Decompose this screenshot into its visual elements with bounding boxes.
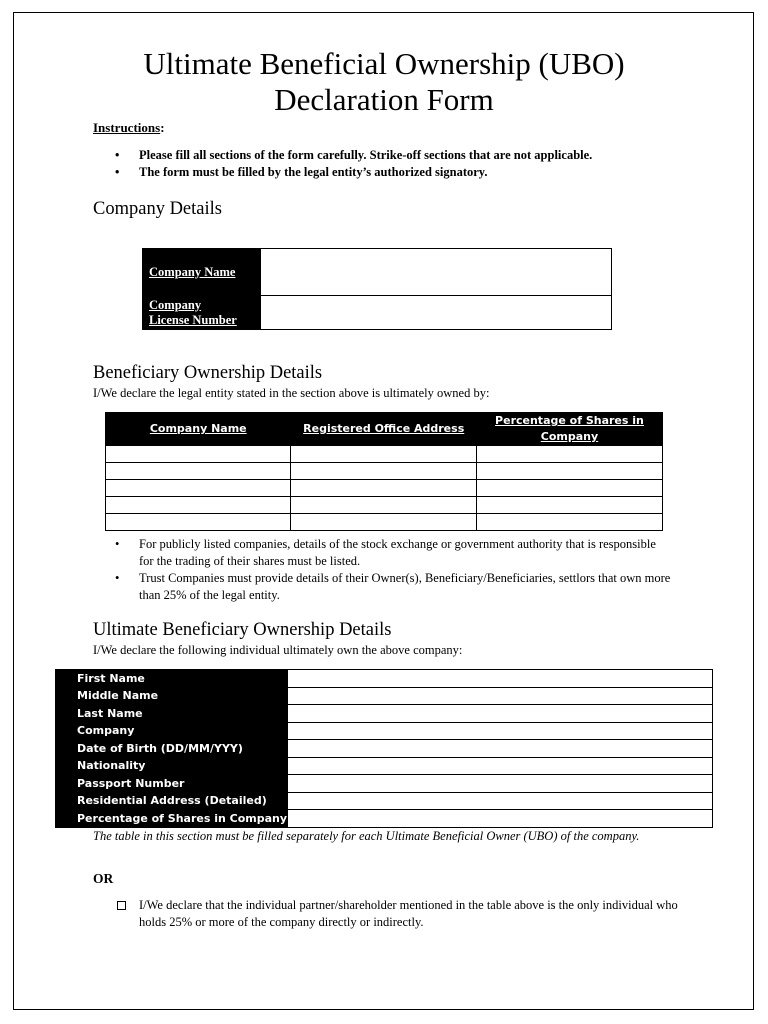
company-name-field[interactable] (261, 249, 612, 296)
middle-name-field[interactable] (288, 687, 713, 705)
table-row: Company (56, 722, 713, 740)
column-header-office-address: Registered Office Address (291, 413, 476, 446)
ultimate-beneficiary-heading: Ultimate Beneficiary Ownership Details (93, 620, 392, 640)
last-name-field[interactable] (288, 705, 713, 723)
company-license-field[interactable] (261, 296, 612, 330)
table-row (106, 480, 663, 497)
beneficiary-ownership-intro: I/We declare the legal entity stated in the section above is ultimately owned by: (93, 386, 490, 400)
declaration-checkbox[interactable] (117, 901, 126, 910)
table-row: Date of Birth (DD/MM/YYY) (56, 740, 713, 758)
column-header-company-name: Company Name (106, 413, 291, 446)
table-row: Percentage of Shares in Company (56, 810, 713, 828)
beneficiary-ownership-table (105, 412, 663, 531)
instructions-list (93, 147, 733, 181)
note-item: • Trust Companies must provide details of their Owner(s), Beneficiary/Beneficiaries, settlors that own more than 25% of the legal entity. (93, 570, 673, 604)
residential-address-field[interactable] (288, 792, 713, 810)
company-license-label: Company License Number (143, 296, 261, 330)
table-row (106, 446, 663, 463)
company-details-table (142, 248, 612, 330)
first-name-field[interactable] (288, 670, 713, 688)
form-title: Ultimate Beneficial Ownership (UBO) Declaration Form (143, 46, 625, 117)
table-row: Residential Address (Detailed) (56, 792, 713, 810)
beneficiary-ownership-heading: Beneficiary Ownership Details (93, 363, 323, 383)
ultimate-beneficiary-table (55, 669, 713, 828)
percentage-shares-field[interactable] (288, 810, 713, 828)
date-of-birth-field[interactable] (288, 740, 713, 758)
table-row: Last Name (56, 705, 713, 723)
table-row: Middle Name (56, 687, 713, 705)
or-label: OR (93, 871, 114, 886)
declaration-text: I/We declare that the individual partner/shareholder mentioned in the table above is the only individual who holds 25% or more of the company directly or indirectly. (139, 898, 678, 929)
company-details-heading: Company Details (93, 199, 222, 219)
instructions-heading: Instructions: (93, 120, 165, 135)
instruction-item: • Please fill all sections of the form carefully. Strike-off sections that are not applicable. (93, 147, 733, 164)
ubo-table-note: The table in this section must be filled separately for each Ultimate Beneficial Owner (UBO) of the company. (93, 829, 640, 843)
note-item: • For publicly listed companies, details of the stock exchange or government authority that is responsible for the trading of their shares must be listed. (93, 536, 673, 570)
ultimate-beneficiary-intro: I/We declare the following individual ultimately own the above company: (93, 643, 463, 657)
table-row (106, 497, 663, 514)
column-header-shares: Percentage of Shares in Company (476, 413, 662, 446)
company-name-label: Company Name (143, 249, 261, 296)
passport-number-field[interactable] (288, 775, 713, 793)
company-field[interactable] (288, 722, 713, 740)
table-row (106, 463, 663, 480)
nationality-field[interactable] (288, 757, 713, 775)
table-row: Passport Number (56, 775, 713, 793)
table-row (106, 514, 663, 531)
instruction-item: • The form must be filled by the legal entity’s authorized signatory. (93, 164, 733, 181)
beneficiary-ownership-notes (93, 536, 673, 604)
table-row: Nationality (56, 757, 713, 775)
table-row: First Name (56, 670, 713, 688)
